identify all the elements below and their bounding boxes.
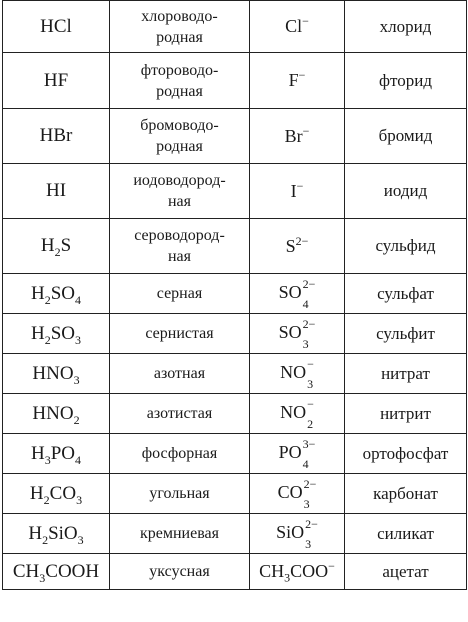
anion-index-stack <box>302 436 316 471</box>
anion-charge: 3− <box>302 436 316 451</box>
anion-charge: 2− <box>303 476 317 491</box>
acid-name-line: сероводород- <box>134 227 225 244</box>
anion-charge: − <box>296 178 304 193</box>
acid-formula-part: H <box>30 322 45 344</box>
acid-name <box>110 554 250 590</box>
anion-formula <box>250 314 345 354</box>
acid-formula-subscript: 3 <box>44 452 51 467</box>
anion-formula <box>250 219 345 274</box>
anion-formula <box>250 1 345 53</box>
acid-formula-part: HNO <box>32 402 74 424</box>
acid-formula <box>3 219 110 274</box>
acid-name-line: фтороводо- <box>140 61 219 79</box>
acid-name-line: ная <box>167 248 192 265</box>
acid-formula-part: COOH <box>45 560 100 582</box>
salt-name-text: сульфат <box>377 283 434 303</box>
table-row <box>3 314 467 354</box>
acid-formula <box>3 1 110 53</box>
anion-formula-subscript: 3 <box>303 496 310 511</box>
acid-formula-text: HI <box>45 180 67 201</box>
anion-formula <box>250 109 345 164</box>
anion-formula <box>250 514 345 554</box>
acid-name-line: иодоводород- <box>133 172 226 189</box>
acid-name-line: угольная <box>149 485 210 502</box>
acid-formula-part: H <box>28 522 43 544</box>
acid-name <box>110 394 250 434</box>
acid-formula <box>3 109 110 164</box>
anion-formula-base: CO <box>277 481 303 502</box>
table-row <box>3 474 467 514</box>
salt-name-text: сульфид <box>375 236 436 255</box>
anion-formula-subscript: 3 <box>305 536 312 551</box>
acid-name <box>110 474 250 514</box>
acid-name <box>110 514 250 554</box>
acid-formula-subscript: 2 <box>44 332 51 347</box>
acid-formula <box>3 514 110 554</box>
salt-name <box>345 514 467 554</box>
acid-formula-subscript: 3 <box>75 332 82 347</box>
anion-index-stack <box>302 316 316 351</box>
anion-index-stack <box>307 356 314 391</box>
acid-formula-subscript: 3 <box>77 532 84 547</box>
acid-formula-subscript: 4 <box>75 452 82 467</box>
anion-index-stack <box>307 396 314 431</box>
acid-formula-subscript: 3 <box>76 492 83 507</box>
anion-formula <box>250 394 345 434</box>
acid-name-line: азотистая <box>146 405 213 422</box>
acid-name-line: родная <box>156 82 203 100</box>
acid-formula-part: SO <box>50 322 76 344</box>
anion-formula-base: PO <box>278 441 302 462</box>
anion-formula-subscript: 3 <box>302 336 309 351</box>
anion-charge: 2− <box>302 276 316 291</box>
acid-name <box>110 434 250 474</box>
table-row <box>3 219 467 274</box>
table-row <box>3 274 467 314</box>
acids-table <box>2 0 467 590</box>
acid-formula-part: H <box>30 442 45 464</box>
salt-name-text: силикат <box>377 523 434 543</box>
salt-name-text: ортофосфат <box>362 443 449 463</box>
acid-formula <box>3 394 110 434</box>
acid-formula-part: CO <box>49 482 77 504</box>
acid-name-line: серная <box>156 285 203 302</box>
acid-name-line: ная <box>167 193 192 210</box>
table-row <box>3 164 467 219</box>
anion-charge: − <box>307 396 314 411</box>
acid-formula-subscript: 2 <box>43 492 50 507</box>
acid-formula-text: HF <box>43 69 69 91</box>
anion-formula-base: NO <box>280 361 307 382</box>
acid-name <box>110 219 250 274</box>
acid-formula <box>3 53 110 109</box>
salt-name <box>345 474 467 514</box>
anion-formula <box>250 434 345 474</box>
acid-formula-part: S <box>60 235 72 256</box>
anion-index-stack <box>305 516 318 551</box>
anion-index-stack <box>302 276 316 311</box>
anion-formula-subscript: 4 <box>302 296 309 311</box>
salt-name <box>345 274 467 314</box>
acid-formula-subscript: 2 <box>73 412 80 427</box>
acid-formula-text: HCl <box>40 15 72 37</box>
salt-name <box>345 53 467 109</box>
acid-name <box>110 314 250 354</box>
acid-formula-part: SO <box>50 282 76 304</box>
acid-formula-part: H <box>40 235 55 256</box>
acid-formula-subscript: 2 <box>54 244 61 259</box>
salt-name-text: нитрат <box>381 363 430 383</box>
anion-formula <box>250 554 345 590</box>
acid-formula <box>3 554 110 590</box>
anion-index-stack <box>303 476 317 511</box>
acid-formula <box>3 354 110 394</box>
anion-formula <box>250 354 345 394</box>
acid-formula-text: HBr <box>39 125 73 146</box>
acid-formula-part: PO <box>50 442 76 464</box>
acid-formula <box>3 474 110 514</box>
anion-formula-base: F <box>288 70 299 90</box>
acid-name <box>110 1 250 53</box>
acid-formula-part: HNO <box>32 362 74 384</box>
anion-formula-subscript: 3 <box>284 570 291 585</box>
salt-name <box>345 219 467 274</box>
anion-formula-subscript: 2 <box>307 416 314 431</box>
table-row <box>3 554 467 590</box>
acid-formula <box>3 274 110 314</box>
anion-formula <box>250 164 345 219</box>
salt-name-text: хлорид <box>379 16 432 36</box>
salt-name-text: нитрит <box>380 403 431 423</box>
acid-formula-subscript: 4 <box>75 292 82 307</box>
table-row <box>3 354 467 394</box>
anion-formula-part: COO <box>290 561 329 581</box>
table-row <box>3 53 467 109</box>
acid-formula-part: H <box>30 282 45 304</box>
anion-charge: − <box>307 356 314 371</box>
table-row <box>3 109 467 164</box>
anion-charge: 2− <box>305 516 318 531</box>
salt-name <box>345 554 467 590</box>
anion-charge: − <box>302 123 310 138</box>
salt-name-text: ацетат <box>382 561 429 581</box>
salt-name <box>345 314 467 354</box>
salt-name <box>345 394 467 434</box>
anion-formula-base: NO <box>280 401 307 422</box>
acid-name <box>110 354 250 394</box>
acid-name-line: хлороводо- <box>141 7 218 25</box>
acid-name <box>110 274 250 314</box>
acid-name-line: родная <box>156 138 203 155</box>
salt-name-text: иодид <box>383 181 428 200</box>
acid-formula-subscript: 3 <box>39 570 46 585</box>
acid-formula <box>3 164 110 219</box>
anion-charge: − <box>328 559 335 573</box>
acid-formula-part: SiO <box>48 522 78 544</box>
acid-name <box>110 164 250 219</box>
acid-name-line: фосфорная <box>141 445 218 462</box>
acid-formula-part: H <box>29 482 44 504</box>
salt-name <box>345 164 467 219</box>
anion-formula-subscript: 3 <box>307 376 314 391</box>
salt-name-text: карбонат <box>373 483 438 503</box>
anion-formula <box>250 274 345 314</box>
anion-formula-base: SO <box>278 281 302 302</box>
acid-name-line: азотная <box>153 365 206 382</box>
anion-formula-base: SiO <box>276 521 305 542</box>
acid-formula-subscript: 3 <box>73 372 80 387</box>
acid-name-line: уксусная <box>149 563 210 580</box>
salt-name <box>345 109 467 164</box>
salt-name <box>345 434 467 474</box>
acid-name-line: родная <box>156 28 203 46</box>
acid-name-line: бромоводо- <box>140 117 219 134</box>
anion-formula-base: S <box>285 235 296 256</box>
acid-name-line: кремниевая <box>139 525 220 542</box>
table-row <box>3 434 467 474</box>
acid-formula-part: CH <box>12 560 40 582</box>
salt-name-text: бромид <box>378 126 433 145</box>
anion-formula <box>250 53 345 109</box>
table-row <box>3 394 467 434</box>
anion-charge: 2− <box>302 316 316 331</box>
anion-charge: − <box>302 14 309 28</box>
anion-charge: − <box>298 68 306 82</box>
acid-formula <box>3 434 110 474</box>
acid-formula-subscript: 2 <box>44 292 51 307</box>
acid-name <box>110 109 250 164</box>
anion-formula <box>250 474 345 514</box>
acid-formula <box>3 314 110 354</box>
salt-name-text: сульфит <box>376 323 435 343</box>
anion-charge: 2− <box>295 233 309 248</box>
anion-formula-base: CH <box>259 561 285 581</box>
table-row <box>3 514 467 554</box>
acids-table-body <box>3 1 467 590</box>
anion-formula-base: SO <box>278 321 302 342</box>
salt-name <box>345 354 467 394</box>
acid-formula-subscript: 2 <box>42 532 49 547</box>
table-row <box>3 1 467 53</box>
salt-name <box>345 1 467 53</box>
anion-formula-subscript: 4 <box>302 456 309 471</box>
acid-name-line: сернистая <box>145 325 214 342</box>
anion-formula-base: Br <box>284 125 303 146</box>
anion-formula-base: I <box>290 180 297 201</box>
salt-name-text: фторид <box>379 70 432 90</box>
anion-formula-base: Cl <box>285 16 303 36</box>
acid-name <box>110 53 250 109</box>
